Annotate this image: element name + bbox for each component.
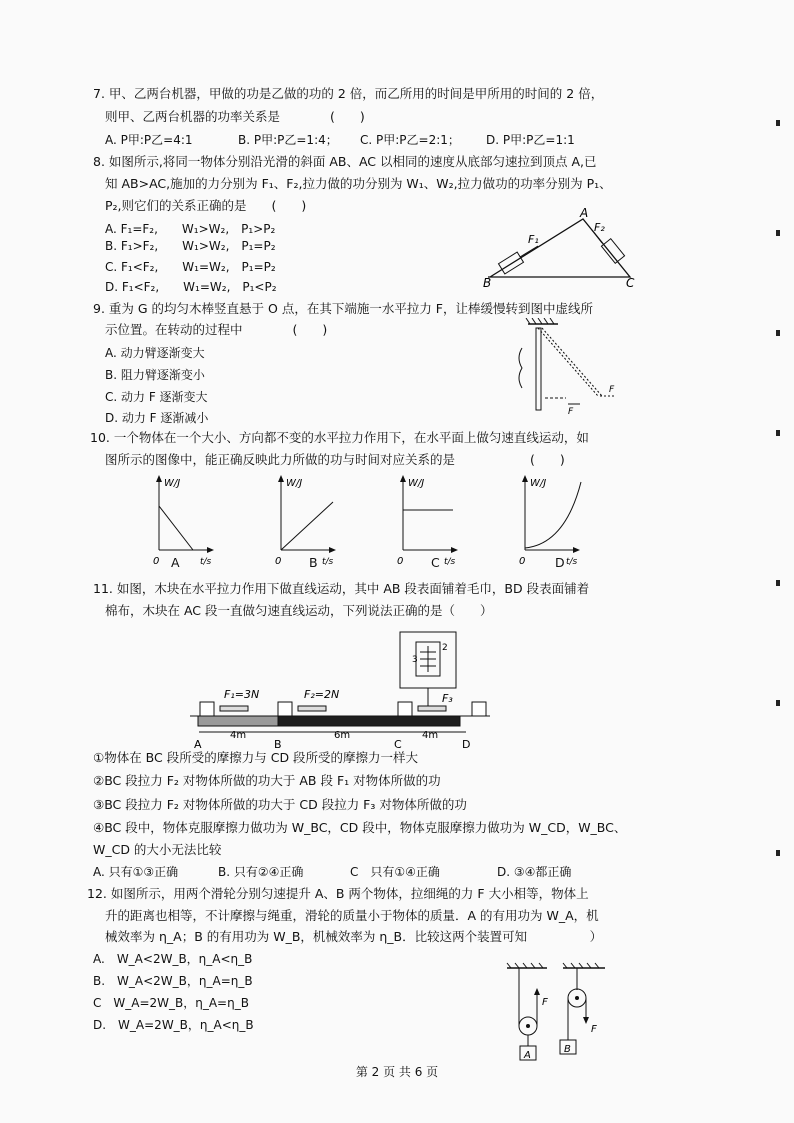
q11-statement-2: ②BC 段拉力 F₂ 对物体所做的功大于 AB 段 F₁ 对物体所做的功 bbox=[93, 773, 441, 788]
q10-c-origin: 0 bbox=[397, 556, 404, 567]
q8-label-a: A bbox=[580, 206, 589, 220]
q10-d-origin: 0 bbox=[519, 556, 526, 567]
q11-stem-line1: 11. 如图，木块在水平拉力作用下做直线运动，其中 AB 段表面铺着毛巾，BD 段表面铺着 bbox=[93, 581, 590, 596]
q8-option-d: D. F₁<F₂, W₁=W₂, P₁<P₂ bbox=[105, 280, 277, 294]
q12-stem-line3: 械效率为 η_A；B 的有用功为 W_B，机械效率为 η_B．比较这两个装置可知 ） bbox=[105, 929, 603, 944]
q7-option-b: B. P甲:P乙=1:4； bbox=[238, 133, 338, 147]
q11-surface-figure bbox=[190, 628, 500, 750]
q8-label-c: C bbox=[626, 276, 635, 290]
q10-graph-c bbox=[397, 475, 458, 567]
q11-scale-2: 2 bbox=[442, 643, 448, 653]
q8-option-a: A. F₁=F₂, W₁>W₂, P₁>P₂ bbox=[105, 222, 276, 236]
q9-label-f-top: F bbox=[609, 385, 615, 395]
q11-dist-cd: 4m bbox=[422, 730, 439, 741]
q12-label-b: B bbox=[564, 1044, 571, 1055]
q7-option-d: D. P甲:P乙=1:1 bbox=[486, 133, 575, 147]
q8-stem-line3: P₂,则它们的关系正确的是 ( ) bbox=[105, 198, 307, 213]
q9-stem-line1: 9. 重为 G 的均匀木棒竖直悬于 O 点，在其下端施一水平拉力 F，让棒缓慢转到图中虚线所 bbox=[93, 301, 593, 316]
q11-label-f3: F₃ bbox=[442, 692, 453, 705]
scan-margin-mark bbox=[776, 850, 780, 856]
q10-caption-b: B bbox=[309, 555, 318, 570]
q11-stem-line2: 棉布，木块在 AC 段一直做匀速直线运动，下列说法正确的是（ ） bbox=[105, 603, 493, 618]
q10-b-ylabel: W/J bbox=[286, 478, 303, 489]
q11-point-d: D bbox=[462, 738, 471, 750]
q10-b-origin: 0 bbox=[275, 556, 282, 567]
q10-c-xlabel: t/s bbox=[444, 557, 456, 567]
q10-graph-b bbox=[275, 475, 336, 567]
q11-scale-3: 3 bbox=[412, 655, 418, 665]
q10-graphs bbox=[145, 472, 625, 572]
q8-option-c: C. F₁<F₂, W₁=W₂, P₁=P₂ bbox=[105, 260, 276, 274]
q10-caption-c: C bbox=[431, 555, 440, 570]
q8-label-b: B bbox=[483, 276, 492, 290]
q9-lever-figure bbox=[510, 318, 620, 418]
q10-graph-d bbox=[519, 475, 581, 567]
q12-label-a: A bbox=[524, 1050, 531, 1061]
q12-option-a: A. W_A<2W_B，η_A<η_B bbox=[93, 952, 253, 966]
q11-option-d: D. ③④都正确 bbox=[497, 865, 572, 879]
q10-a-ylabel: W/J bbox=[164, 478, 181, 489]
q10-stem-line2: 图所示的图像中，能正确反映此力所做的功与时间对应关系的是 ( ) bbox=[105, 452, 565, 467]
q12-stem-line1: 12. 如图所示，用两个滑轮分别匀速提升 A、B 两个物体，拉细绳的力 F 大小相等，物体上 bbox=[87, 886, 589, 901]
q11-statement-1: ①物体在 BC 段所受的摩擦力与 CD 段所受的摩擦力一样大 bbox=[93, 750, 419, 765]
q11-point-a: A bbox=[194, 738, 202, 750]
q12-option-b: B. W_A<2W_B，η_A=η_B bbox=[93, 974, 253, 988]
q11-dist-ab: 4m bbox=[230, 730, 247, 741]
q12-stem-line2: 升的距离也相等，不计摩擦与绳重，滑轮的质量小于物体的质量．A 的有用功为 W_A，机 bbox=[105, 908, 599, 923]
q11-label-f2: F₂=2N bbox=[304, 688, 340, 701]
q11-statement-4: ④BC 段中，物体克服摩擦力做功为 W_BC，CD 段中，物体克服摩擦力做功为 W_CD，W_BC、 bbox=[93, 820, 627, 835]
q11-statement-4-cont: W_CD 的大小无法比较 bbox=[93, 842, 222, 857]
q8-option-b: B. F₁>F₂, W₁>W₂, P₁=P₂ bbox=[105, 239, 276, 253]
scan-margin-mark bbox=[776, 580, 780, 586]
q10-c-ylabel: W/J bbox=[408, 478, 425, 489]
q12-label-f2: F bbox=[591, 1024, 597, 1035]
q10-b-xlabel: t/s bbox=[322, 557, 334, 567]
scan-margin-mark bbox=[776, 330, 780, 336]
q12-pulley-figure bbox=[505, 960, 615, 1070]
scan-margin-mark bbox=[776, 430, 780, 436]
q8-incline-figure bbox=[480, 205, 650, 290]
q10-caption-a: A bbox=[171, 555, 180, 570]
q9-option-b: B. 阻力臂逐渐变小 bbox=[105, 368, 205, 382]
q10-stem-line1: 10. 一个物体在一个大小、方向都不变的水平拉力作用下，在水平面上做匀速直线运动，如 bbox=[90, 430, 589, 445]
q11-point-b: B bbox=[274, 738, 282, 750]
q10-a-origin: 0 bbox=[153, 556, 160, 567]
scan-margin-mark bbox=[776, 120, 780, 126]
q10-caption-d: D bbox=[555, 555, 565, 570]
q8-stem-line1: 8. 如图所示,将同一物体分别沿光滑的斜面 AB、AC 以相同的速度从底部匀速拉到顶点 A,已 bbox=[93, 154, 597, 169]
q12-label-f1: F bbox=[542, 997, 548, 1008]
q11-option-b: B. 只有②④正确 bbox=[218, 865, 304, 879]
q7-option-a: A. P甲:P乙=4:1 bbox=[105, 133, 193, 147]
q11-dist-bc: 6m bbox=[334, 730, 351, 741]
q11-option-a: A. 只有①③正确 bbox=[93, 865, 179, 879]
q10-graph-a bbox=[153, 475, 214, 567]
q12-option-d: D. W_A=2W_B，η_A<η_B bbox=[93, 1018, 254, 1032]
q11-statement-3: ③BC 段拉力 F₂ 对物体所做的功大于 CD 段拉力 F₃ 对物体所做的功 bbox=[93, 797, 467, 812]
scan-margin-mark bbox=[776, 230, 780, 236]
q7-option-c: C. P甲:P乙=2:1； bbox=[360, 133, 460, 147]
q9-option-a: A. 动力臂逐渐变大 bbox=[105, 346, 205, 360]
q12-option-c: C W_A=2W_B，η_A=η_B bbox=[93, 996, 249, 1010]
q7-stem-line1: 7. 甲、乙两台机器，甲做的功是乙做的功的 2 倍，而乙所用的时间是甲所用的时间的 2 倍， bbox=[93, 86, 604, 101]
q9-stem-line2: 示位置。在转动的过程中 ( ) bbox=[105, 322, 328, 337]
q7-stem-line2: 则甲、乙两台机器的功率关系是 ( ) bbox=[105, 109, 365, 124]
q11-option-c: C 只有①④正确 bbox=[350, 865, 440, 879]
q10-d-ylabel: W/J bbox=[530, 478, 547, 489]
q9-option-d: D. 动力 F 逐渐减小 bbox=[105, 411, 209, 425]
q11-label-f1: F₁=3N bbox=[224, 688, 260, 701]
q8-label-f2: F₂ bbox=[594, 221, 605, 234]
q10-d-xlabel: t/s bbox=[566, 557, 578, 567]
page-footer: 第 2 页 共 6 页 bbox=[355, 1065, 439, 1079]
q8-label-f1: F₁ bbox=[528, 233, 539, 246]
scan-margin-mark bbox=[776, 700, 780, 706]
q8-stem-line2: 知 AB>AC,施加的力分别为 F₁、F₂,拉力做的功分别为 W₁、W₂,拉力做功的功率分别为 P₁、 bbox=[105, 176, 612, 191]
q10-a-xlabel: t/s bbox=[200, 557, 212, 567]
q9-label-f-bottom: F bbox=[568, 407, 574, 417]
q9-option-c: C. 动力 F 逐渐变大 bbox=[105, 390, 208, 404]
q11-point-c: C bbox=[394, 738, 402, 750]
